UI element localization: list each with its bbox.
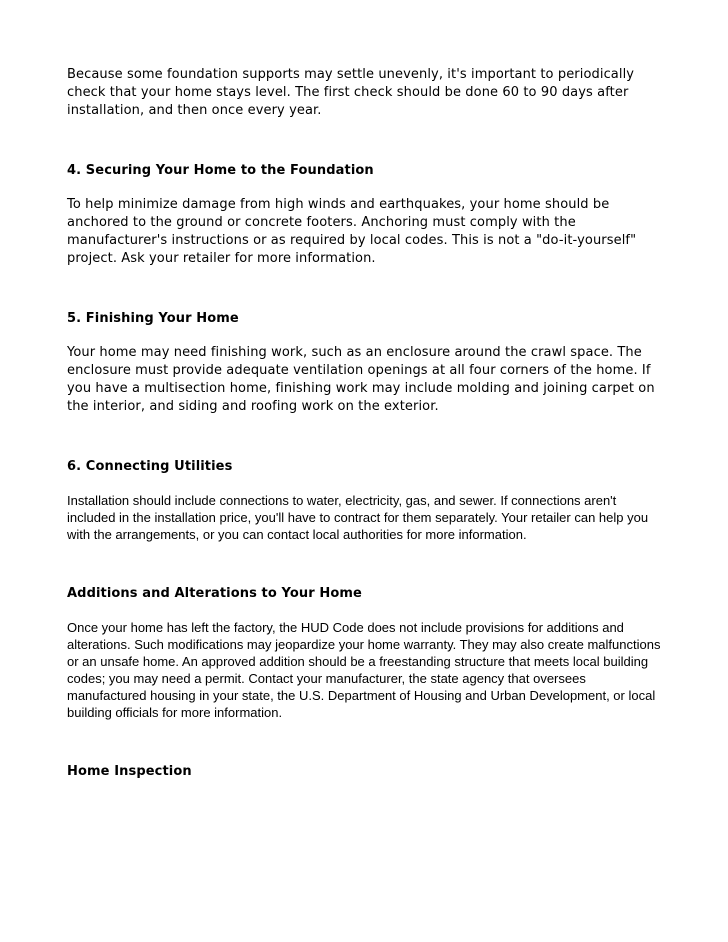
spacer (67, 416, 667, 458)
section-heading-inspection: Home Inspection (67, 764, 192, 779)
document-page (67, 66, 667, 781)
spacer (67, 268, 667, 310)
spacer (67, 543, 667, 585)
spacer (67, 180, 667, 196)
section-body-utilities: Installation should include connections to water, electricity, gas, and sewer. If connections aren't included in the installation price, you'll have to contract for them separately. Your retailer can help you with the arrangements, or you can contact local authorities for more information. (67, 493, 649, 542)
section-heading-finishing: 5. Finishing Your Home (67, 311, 239, 326)
intro-paragraph: Because some foundation supports may settle unevenly, it's important to periodically check that your home stays level. The first check should be done 60 to 90 days after installation, and then once every year. (67, 67, 635, 118)
spacer (67, 476, 667, 492)
section-body-securing: To help minimize damage from high winds and earthquakes, your home should be anchored to the ground or concrete footers. Anchoring must comply with the manufacturer's instructions or as required by local codes. This is not a "do-it-yourself" project. Ask your retailer for more information. (67, 197, 637, 266)
section-body-additions: Once your home has left the factory, the HUD Code does not include provisions for additions and alterations. Such modifications may jeopardize your home warranty. They may also create malfunctions or an unsafe home. An approved addition should be a freestanding structure that meets local building codes; you may need a permit. Contact your manufacturer, the state agency that oversees manufactured housing in your state, the U.S. Department of Housing and Urban Development, or local building officials for more information. (67, 620, 661, 720)
spacer (67, 603, 667, 619)
spacer (67, 120, 667, 162)
section-heading-securing: 4. Securing Your Home to the Foundation (67, 163, 374, 178)
section-heading-utilities: 6. Connecting Utilities (67, 459, 233, 474)
section-body-finishing: Your home may need finishing work, such as an enclosure around the crawl space. The enclosure must provide adequate ventilation openings at all four corners of the home. If you have a multisection home, finishing work may include molding and joining carpet on the interior, and siding and roofing work on the exterior. (67, 345, 655, 414)
spacer (67, 328, 667, 344)
section-heading-additions: Additions and Alterations to Your Home (67, 586, 362, 601)
spacer (67, 721, 667, 763)
